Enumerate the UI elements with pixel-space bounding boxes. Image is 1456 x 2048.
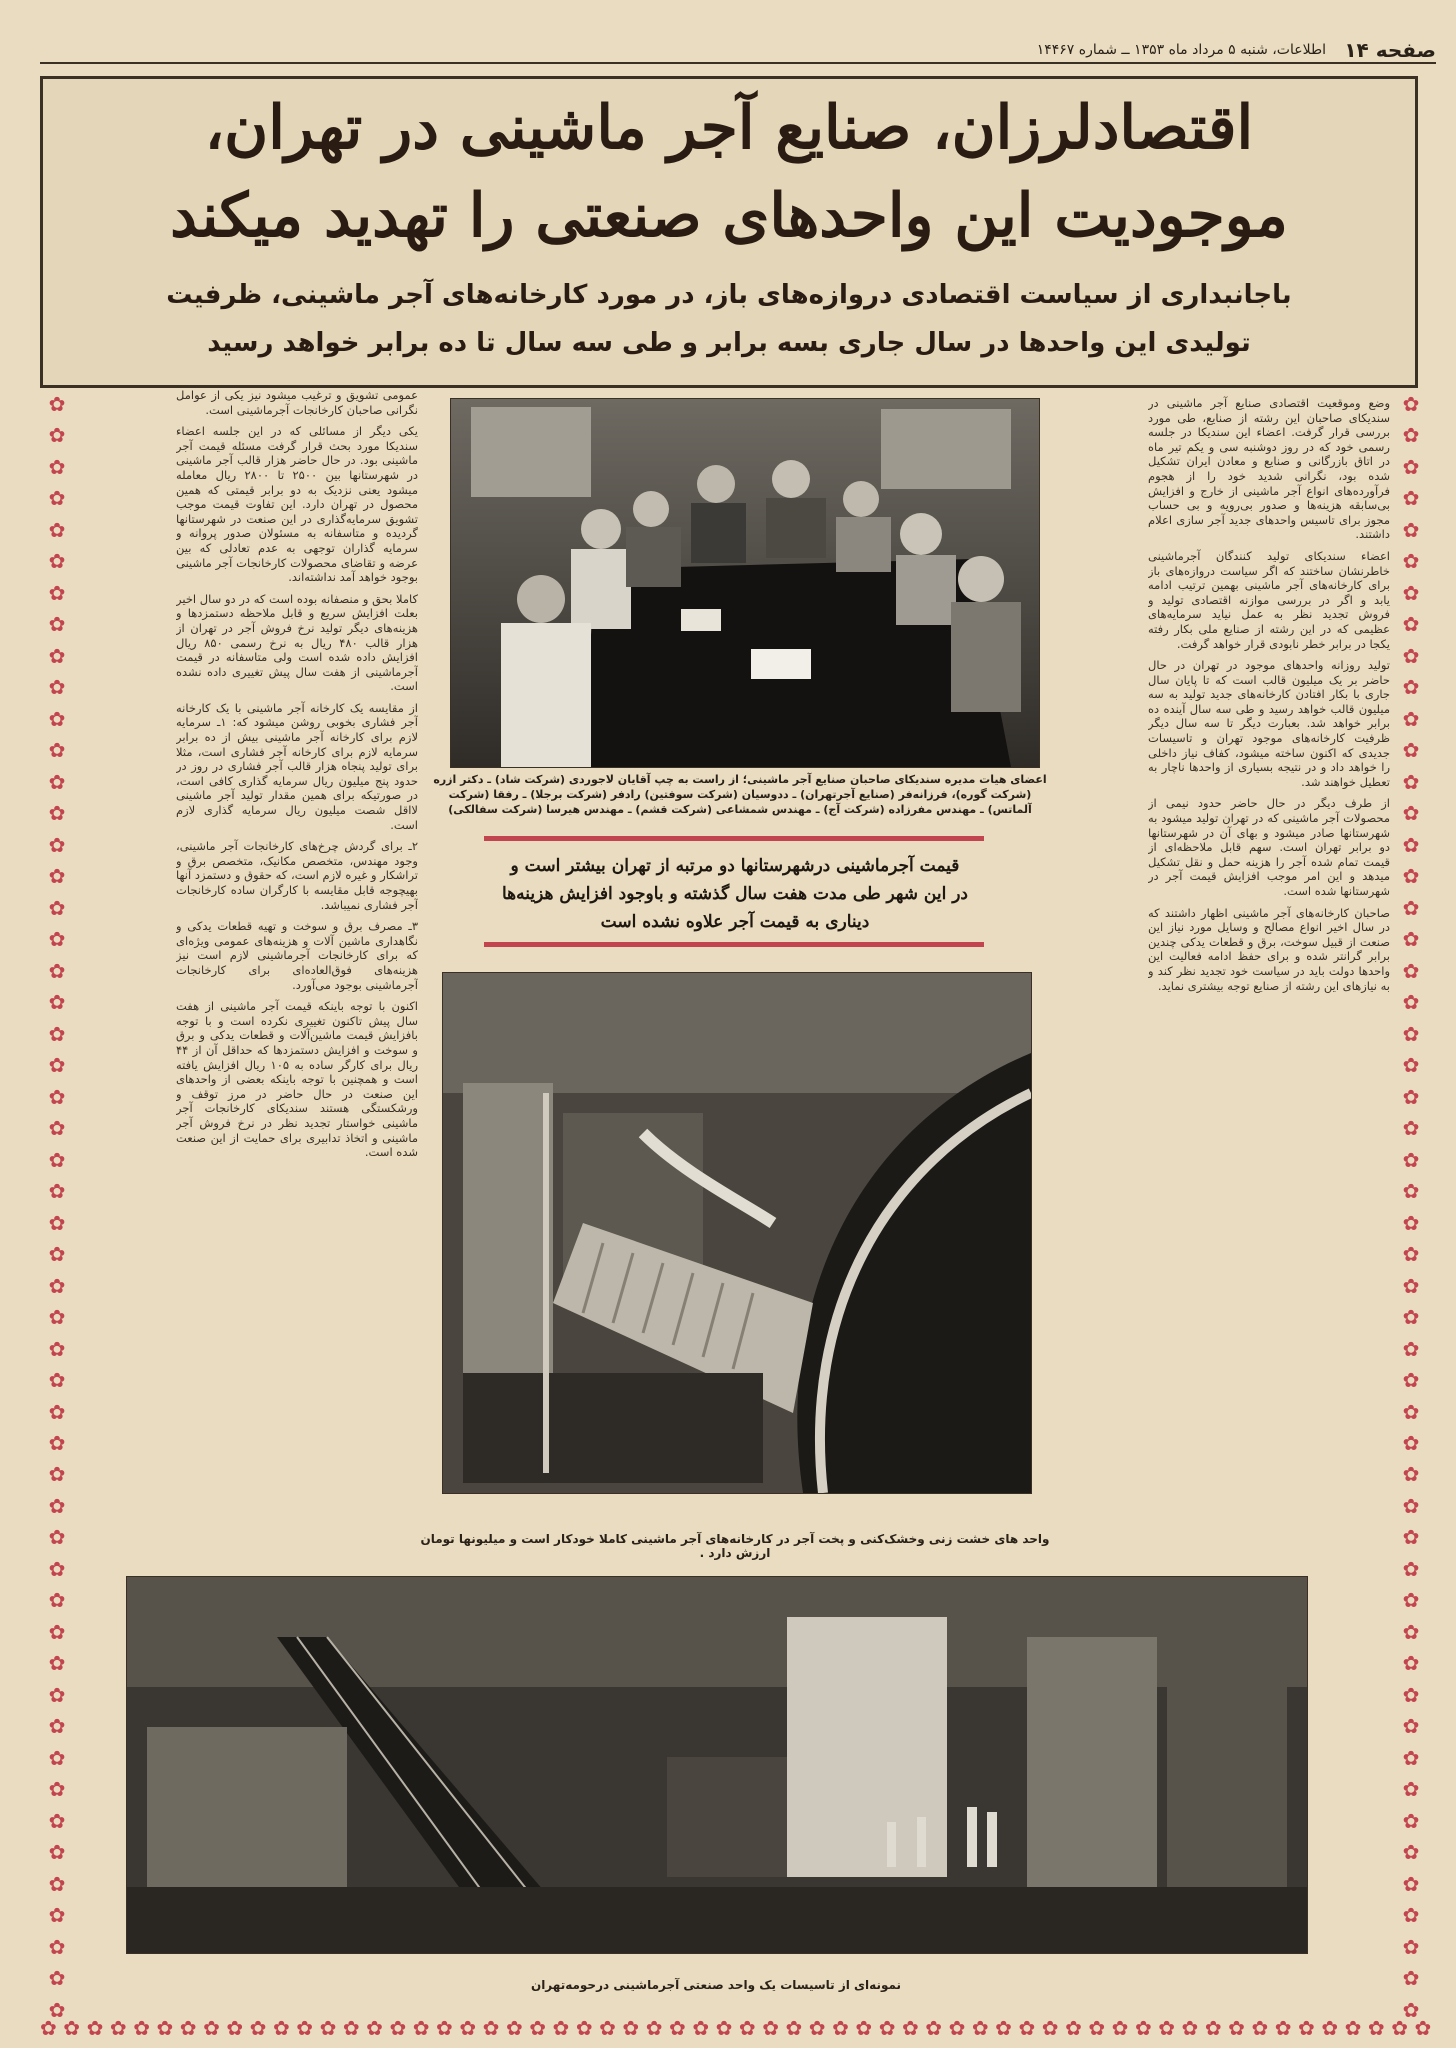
meeting-photo-image [451, 399, 1039, 767]
pull-quote [440, 852, 1030, 936]
header-bar [40, 38, 1436, 64]
subhead-line-1: باجانبداری از سیاست اقتصادی دروازه‌های باز، در مورد کارخانه‌های آجر ماشینی، ظرفیت [166, 280, 1292, 310]
paragraph: عمومی تشویق و ترغیب میشود نیز یکی از عوامل نگرانی صاحبان کارخانجات آجرماشینی است. [176, 388, 418, 417]
headline-line-2: موجودیت این واحدهای صنعتی را تهدید میکند [170, 181, 1288, 251]
paragraph: یکی دیگر از مسائلی که در این جلسه اعضاء سندیکا مورد بحث قرار گرفت مسئله قیمت آجر ماشینی بود. در حال حاضر هزار قالب آجر ماشینی در شهرستانها بین ۲۵۰۰ تا ۲۸۰۰ ریال معامله میشود یعنی نزدیک به دو برابر قیمتی که همین محصول در تهران دارد. این تفاوت قیمت موجب تشویق سرمایه‌گذاری در این صنعت در شهرستانها گردیده و متاسفانه به مسئولان صدور پروانه و سرمایه گذاران توجهی به عدم تعادلی که بین عرضه و تقاضای محصولات کارخانجات آجر ماشینی بوجود خواهد آمد نداشته‌اند. [176, 424, 418, 585]
machinery-photo-caption: واحد های خشت زنی وخشک‌کنی و پخت آجر در کارخانه‌های آجر ماشینی کاملا خودکار است و میلیونها تومان ارزش دارد . [420, 1532, 1050, 1560]
article-right-column [1148, 396, 1390, 1562]
paragraph: اعضاء سندیکای تولید کنندگان آجرماشینی خاطرنشان ساختند که اگر سیاست دروازه‌های باز برای کارخانه‌های آجر ماشینی بهمین ترتیب ادامه یابد و اگر در بررسی موازنه اقتصادی تولید و فروش تجدید نظر به عمل نیاید سرمایه‌های عظیمی که در این رشته از صنایع ملی بکار رفته یکجا در برابر خطر نابودی قرار خواهد گرفت. [1148, 548, 1390, 651]
article-left-column [176, 388, 418, 1564]
paragraph: ۳ـ مصرف برق و سوخت و تهیه قطعات یدکی و نگاهداری ماشین آلات و هزینه‌های عمومی ویژه‌ای که برای کارخانجات آجرماشینی لازم است نیز هزینه‌های فوق‌العاده‌ای برای کارخانجات آجرماشینی بوجود می‌آورد. [176, 919, 418, 992]
right-floral-border: ✿ ✿ ✿ ✿ ✿ ✿ ✿ ✿ ✿ ✿ ✿ ✿ ✿ ✿ ✿ ✿ ✿ ✿ ✿ ✿ ✿ ✿ ✿ ✿ ✿ ✿ ✿ ✿ ✿ ✿ ✿ ✿ ✿ ✿ ✿ ✿ ✿ ✿ ✿ ✿ ✿ ✿ ✿ ✿ ✿ ✿ ✿ ✿ ✿ ✿ ✿ ✿ [1402, 392, 1420, 2022]
paragraph: کاملا بحق و منصفانه بوده است که در دو سال اخیر بعلت افزایش سریع و قابل ملاحظه دستمزدها و هزینه‌های دیگر تولید نرخ فروش آجر در تهران از هزار قالب ۴۸۰ ریال به نرخ رسمی ۸۵۰ ریال افزایش داده شده است ولی متاسفانه در قیمت آجرماشینی از هفت سال پیش تغییری داده نشده است. [176, 591, 418, 694]
pull-quote-line-1: قیمت آجرماشینی درشهرستانها دو مرتبه از تهران بیشتر است و [510, 856, 960, 876]
pull-quote-top-rule [484, 836, 984, 841]
bottom-floral-border: ✿ ✿ ✿ ✿ ✿ ✿ ✿ ✿ ✿ ✿ ✿ ✿ ✿ ✿ ✿ ✿ ✿ ✿ ✿ ✿ ✿ ✿ ✿ ✿ ✿ ✿ ✿ ✿ ✿ ✿ ✿ ✿ ✿ ✿ ✿ ✿ ✿ ✿ ✿ ✿ ✿ ✿ ✿ ✿ ✿ ✿ ✿ ✿ ✿ ✿ ✿ ✿ ✿ ✿ ✿ ✿ ✿ ✿ ✿ ✿ [40, 2016, 1432, 2040]
issue-line: اطلاعات، شنبه ۵ مرداد ماه ۱۳۵۳ ــ شماره ۱۴۴۶۷ [1036, 42, 1326, 58]
pull-quote-line-2: در این شهر طی مدت هفت سال گذشته و باوجود افزایش هزینه‌ها [501, 884, 969, 904]
paragraph: از طرف دیگر در حال حاضر حدود نیمی از محصولات آجر ماشینی که در تهران تولید میشود به شهرستانها صادر میشود و بهای آن در شهرستانها دو برابر تهران است. سهم قابل ملاحظه‌ای از قیمت تمام شده آجر را هزینه حمل و نقل تشکیل میدهد و این امر موجب افزایش قیمت آجر در شهرستانها شده است. [1148, 796, 1390, 898]
machinery-photo [442, 972, 1032, 1494]
factory-photo-caption: نمونه‌ای از تاسیسات یک واحد صنعتی آجرماشینی درحومه‌تهران [530, 1978, 902, 1992]
left-floral-border: ✿ ✿ ✿ ✿ ✿ ✿ ✿ ✿ ✿ ✿ ✿ ✿ ✿ ✿ ✿ ✿ ✿ ✿ ✿ ✿ ✿ ✿ ✿ ✿ ✿ ✿ ✿ ✿ ✿ ✿ ✿ ✿ ✿ ✿ ✿ ✿ ✿ ✿ ✿ ✿ ✿ ✿ ✿ ✿ ✿ ✿ ✿ ✿ ✿ ✿ ✿ ✿ [48, 392, 66, 2022]
paragraph: صاحبان کارخانه‌های آجر ماشینی اظهار داشتند که در سال اخیر انواع مصالح و وسایل مورد نیاز این صنعت از قبیل سوخت، برق و قطعات یدکی چندین برابر گرانتر شده و برای حفظ ادامه فعالیت این واحدها دولت باید در سیاست خود تجدید نظر کند و به نیازهای این رشته از صنایع توجه بیشتری نماید. [1148, 905, 1390, 993]
machinery-photo-image [443, 973, 1031, 1493]
meeting-photo [450, 398, 1040, 768]
paragraph: وضع وموقعیت اقتصادی صنایع آجر ماشینی در سندیکای صاحبان این رشته از صنایع، طی مورد بررسی قرار گرفت. اعضاء این سندیکا در جلسه رسمی خود که در روز دوشنبه سی و یکم تیر ماه در اتاق بازرگانی و صنایع و معادن ایران تشکیل شده بود، نگرانی شدید خود را از هجوم فرآورده‌های انواع آجر ماشینی از خارج و افزایش بی‌سابقه هزینه‌ها و صدور بی‌رویه و بی حساب مجوز برای تاسیس واحدهای جدید آجر سازی اعلام داشتند. [1148, 396, 1390, 542]
subhead-line-2: تولیدی این واحدها در سال جاری بسه برابر و طی سه سال تا ده برابر خواهد رسید [207, 328, 1251, 358]
paragraph: از مقایسه یک کارخانه آجر ماشینی با یک کارخانه آجر فشاری بخوبی روشن میشود که: ۱ـ سرمایه لازم برای کارخانه آجر ماشینی بیش از ده برابر سرمایه لازم برای کارخانه آجر فشاری است، مثلا برای تولید پنجاه هزار قالب آجر فشاری در روز در حدود پنج میلیون ریال سرمایه گذاری کافی است، در صورتیکه برای همین مقدار تولید آجر ماشینی لااقل شصت میلیون ریال سرمایه گذاری لازم است. [176, 700, 418, 832]
factory-photo-image [127, 1577, 1307, 1953]
paragraph: اکنون با توجه باینکه قیمت آجر ماشینی از هفت سال پیش تاکنون تغییری نکرده است و با توجه بافزایش قیمت ماشین‌آلات و قطعات یدکی و برق و سوخت و افزایش دستمزدها که حداقل آن از ۴۴ ریال برای کارگر ساده به ۱۰۵ ریال افزایش یافته است و همچنین با توجه باینکه بعضی از واحدهای این صنعت در حال حاضر در مرز توقف و ورشکستگی هستند سندیکای کارخانجات آجر ماشینی خواستار تجدید نظر در نرخ فروش آجر ماشینی و اتخاذ تدابیری برای حمایت از این صنعت شده است. [176, 999, 418, 1160]
paragraph: ۲ـ برای گردش چرخ‌های کارخانجات آجر ماشینی، وجود مهندس، متخصص مکانیک، متخصص برق و تراشکار و غیره لازم است، که حقوق و دستمزد آنها بهیچوجه قابل مقایسه با کارگران ساده کارخانجات آجر فشاری نمیباشد. [176, 839, 418, 912]
headline-line-1: اقتصادلرزان، صنایع آجر ماشینی در تهران، [204, 93, 1254, 163]
page-number: صفحه ۱۴ [1344, 38, 1436, 62]
pull-quote-bottom-rule [484, 942, 984, 947]
pull-quote-line-3: دیناری به قیمت آجر علاوه نشده است [600, 912, 870, 932]
factory-photo [126, 1576, 1308, 1954]
headline-box [40, 76, 1418, 388]
paragraph: تولید روزانه واحدهای موجود در تهران در حال حاضر بر یک میلیون قالب است که تا پایان سال جاری با بکار افتادن کارخانه‌های جدید تولید به سه میلیون قالب خواهد رسید و طی سه سال آینده ده برابر خواهد شد. بعبارت دیگر تا سه سال دیگر ظرفیت کارخانه‌های موجود تهران و تاسیسات جدیدی که اکنون ساخته میشود، کفاف نیاز داخلی را خواهد داد و در نتیجه بسیاری از واحدها ناچار به تعطیل خواهند شد. [1148, 658, 1390, 789]
meeting-photo-caption: اعضای هیات مدیره سندیکای صاحبان صنایع آجر ماشینی؛ از راست به چپ آقایان لاجوردی (شرکت شاد) ـ دکتر ازره (شرکت گوره)، فرزانه‌فر (صنایع آجرتهران) ـ ددوسیان (شرکت سوفتین) رادفر (شرکت برجلا) ـ رفقا (شرکت آلماتس) ـ مهندس مفرزاده (شرکت آج) ـ مهندس شمشاعی (شرکت قشم) ـ مهندس هیرسا (شرکت سفالکی) [433, 773, 1047, 816]
